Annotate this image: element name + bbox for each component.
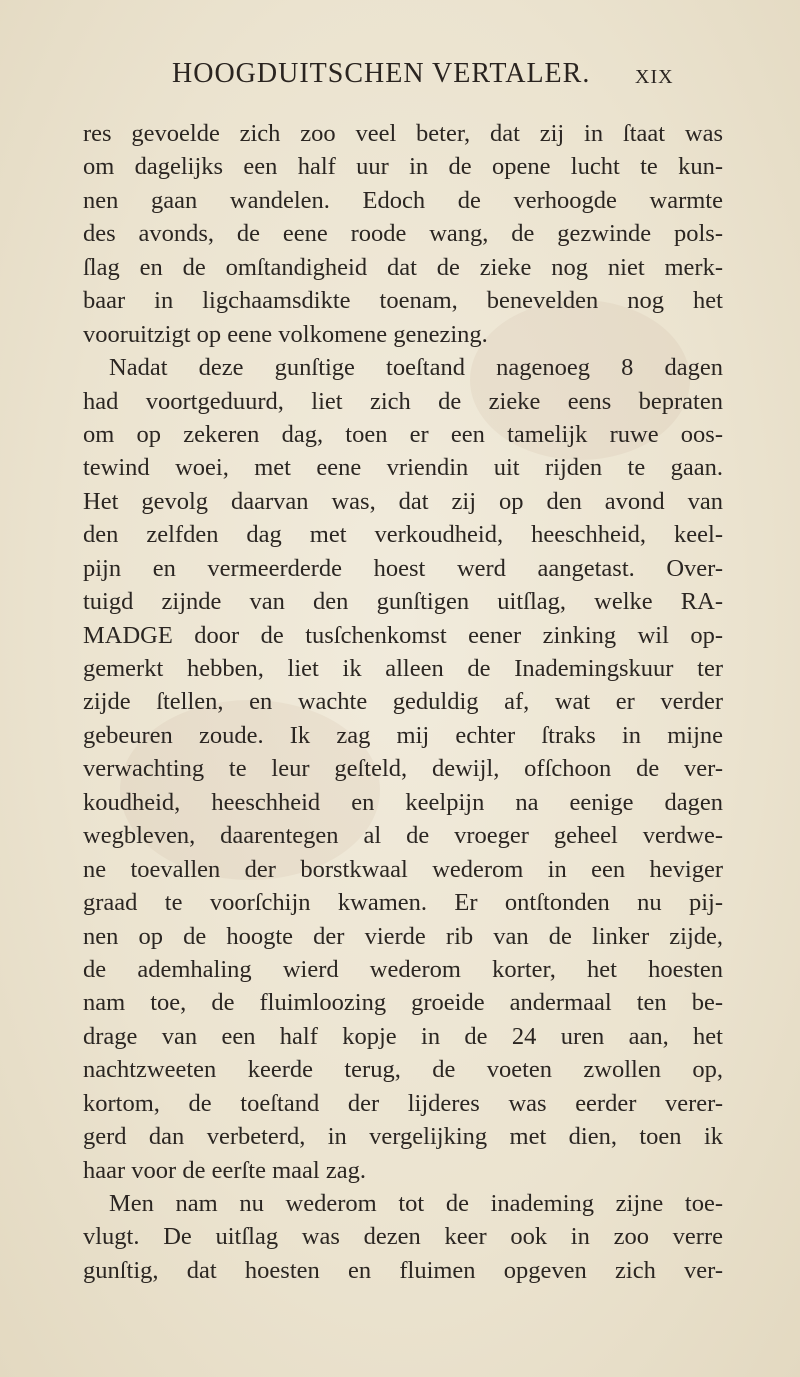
text-line: vooruitzigt op eene volkomene genezing. <box>83 320 488 348</box>
text-line: tewind woei, met eene vriendin uit rijden te gaan. <box>83 454 723 482</box>
text-line: nachtzweeten keerde terug, de voeten zwollen op, <box>83 1056 723 1084</box>
text-line: vlugt. De uitſlag was dezen keer ook in zoo verre <box>83 1223 723 1251</box>
text-line: om op zekeren dag, toen er een tamelijk ruwe oos- <box>83 420 723 448</box>
text-line: gemerkt hebben, liet ik alleen de Inademingskuur ter <box>83 655 723 682</box>
running-title: HOOGDUITSCHEN VERTALER. <box>172 58 591 89</box>
text-line: den zelfden dag met verkoudheid, heeschheid, keel- <box>83 521 723 549</box>
text-line: nam toe, de fluimloozing groeide andermaal ten be- <box>83 989 723 1017</box>
text-line: MADGE door de tusſchenkomst eener zinking wil op- <box>83 621 723 649</box>
text-line: graad te voorſchijn kwamen. Er ontſtonden nu pij- <box>83 889 723 917</box>
text-line: gebeuren zoude. Ik zag mij echter ſtraks in mijne <box>83 721 723 749</box>
text-line: Men nam nu wederom tot de inademing zijne toe- <box>109 1190 723 1217</box>
text-line: wegbleven, daarentegen al de vroeger geheel verdwe- <box>83 822 723 850</box>
text-line: kortom, de toeſtand der lijderes was eerder verer- <box>83 1089 723 1117</box>
text-line: gunſtig, dat hoesten en fluimen opgeven zich ver- <box>83 1256 723 1284</box>
text-line: haar voor de eerſte maal zag. <box>83 1156 366 1184</box>
text-line: de ademhaling wierd wederom korter, het hoesten <box>83 955 723 983</box>
text-line: zijde ſtellen, en wachte geduldig af, wat er verder <box>83 688 723 716</box>
text-line: pijn en vermeerderde hoest werd aangetast. Over- <box>83 554 723 582</box>
text-line: ſlag en de omſtandigheid dat de zieke nog niet merk- <box>83 253 723 281</box>
text-line: nen op de hoogte der vierde rib van de linker zijde, <box>83 922 723 950</box>
page-header <box>0 58 800 98</box>
text-line: Het gevolg daarvan was, dat zij op den avond van <box>83 487 723 515</box>
text-line: om dagelijks een half uur in de opene lucht te kun- <box>83 153 723 181</box>
text-line: Nadat deze gunſtige toeſtand nagenoeg 8 dagen <box>109 354 723 382</box>
body-text <box>83 117 723 1287</box>
text-line: baar in ligchaamsdikte toenam, benevelden nog het <box>83 287 723 315</box>
page-number: XIX <box>635 66 674 88</box>
text-line: gerd dan verbeterd, in vergelijking met dien, toen ik <box>83 1123 723 1151</box>
text-line: ne toevallen der borstkwaal wederom in een heviger <box>83 855 723 883</box>
text-line: drage van een half kopje in de 24 uren aan, het <box>83 1022 723 1050</box>
text-line: des avonds, de eene roode wang, de gezwinde pols- <box>83 220 723 248</box>
text-line: tuigd zijnde van den gunſtigen uitſlag, welke RA- <box>83 588 723 616</box>
text-line: verwachting te leur geſteld, dewijl, ofſchoon de ver- <box>83 755 723 783</box>
text-line: had voortgeduurd, liet zich de zieke eens bepraten <box>83 387 723 415</box>
text-line: koudheid, heeschheid en keelpijn na eenige dagen <box>83 788 723 816</box>
text-line: nen gaan wandelen. Edoch de verhoogde warmte <box>83 186 723 214</box>
text-line: res gevoelde zich zoo veel beter, dat zij in ſtaat was <box>83 120 723 147</box>
